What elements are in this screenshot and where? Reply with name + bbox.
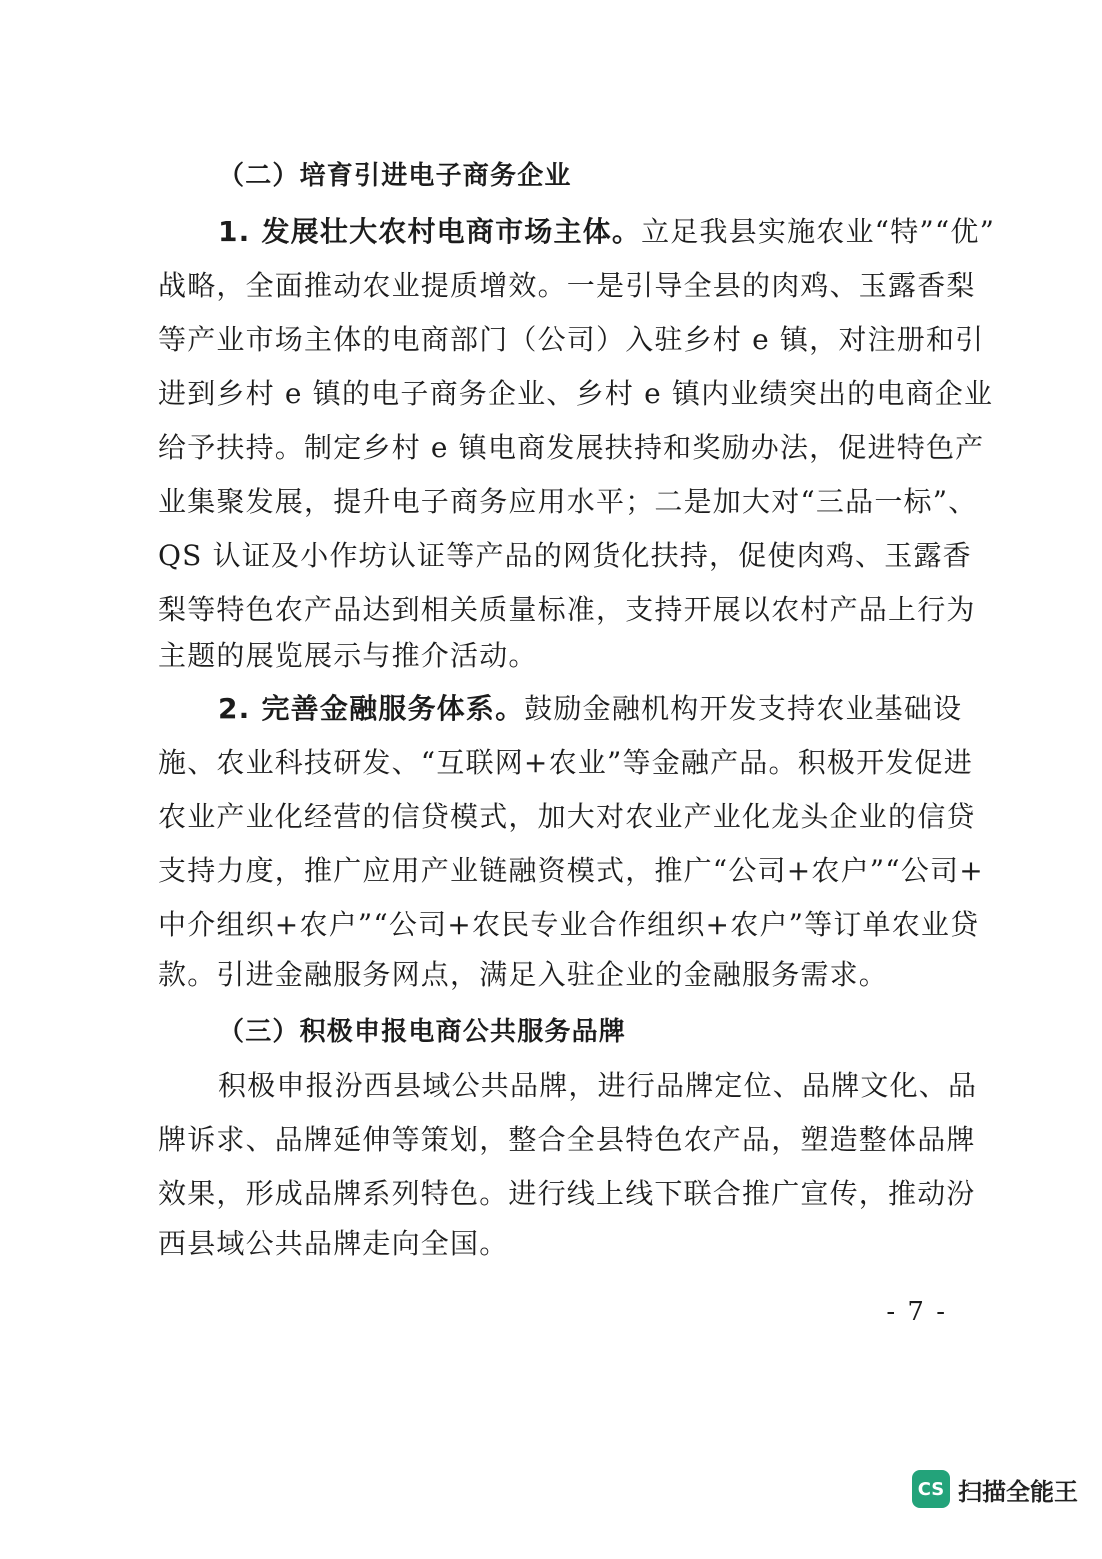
paragraph-line: 款。引进金融服务网点，满足入驻企业的金融服务需求。	[158, 958, 889, 991]
paragraph-line: QS 认证及小作坊认证等产品的网货化扶持，促使肉鸡、玉露香	[158, 539, 972, 572]
paragraph-line: 中介组织+农户”“公司+农民专业合作组织+农户”等订单农业贷	[158, 908, 980, 941]
paragraph-line: 业集聚发展，提升电子商务应用水平；二是加大对“三品一标”、	[158, 485, 978, 518]
paragraph-line: 积极申报汾西县域公共品牌，进行品牌定位、品牌文化、品	[218, 1069, 978, 1102]
paragraph-line	[158, 214, 996, 250]
paragraph-line: 进到乡村 e 镇的电子商务企业、乡村 e 镇内业绩突出的电商企业	[158, 377, 994, 410]
paragraph-line: 等产业市场主体的电商部门（公司）入驻乡村 e 镇，对注册和引	[158, 323, 985, 356]
paragraph-line: 农业产业化经营的信贷模式，加大对农业产业化龙头企业的信贷	[158, 800, 976, 833]
paragraph-lead: 2. 完善金融服务体系。	[218, 692, 525, 725]
section-heading-3: （三）积极申报电商公共服务品牌	[218, 1017, 627, 1047]
watermark-text: 扫描全能王	[958, 1477, 1078, 1506]
paragraph-line: 施、农业科技研发、“互联网+农业”等金融产品。积极开发促进	[158, 746, 973, 779]
scanner-watermark	[912, 1470, 1078, 1508]
paragraph-line: 给予扶持。制定乡村 e 镇电商发展扶持和奖励办法，促进特色产	[158, 431, 985, 464]
paragraph-line: 西县域公共品牌走向全国。	[158, 1227, 509, 1260]
paragraph-text: 立足我县实施农业“特”“优”	[641, 215, 996, 248]
paragraph-line: 效果，形成品牌系列特色。进行线上线下联合推广宣传，推动汾	[158, 1177, 976, 1210]
paragraph-line: 支持力度，推广应用产业链融资模式，推广“公司+农户”“公司+	[158, 854, 984, 887]
paragraph-text: 鼓励金融机构开发支持农业基础设	[524, 692, 963, 725]
section-heading-2: （二）培育引进电子商务企业	[218, 161, 572, 191]
paragraph-line: 牌诉求、品牌延伸等策划，整合全县特色农产品，塑造整体品牌	[158, 1123, 976, 1156]
paragraph-lead: 1. 发展壮大农村电商市场主体。	[218, 215, 642, 248]
paragraph-line: 战略，全面推动农业提质增效。一是引导全县的肉鸡、玉露香梨	[158, 269, 976, 302]
paragraph-line: 梨等特色农产品达到相关质量标准，支持开展以农村产品上行为	[158, 593, 976, 626]
paragraph-line: 主题的展览展示与推介活动。	[158, 639, 538, 672]
camscanner-logo-icon: CS	[912, 1470, 950, 1508]
paragraph-line	[158, 691, 963, 727]
page-number: - 7 -	[886, 1297, 947, 1327]
